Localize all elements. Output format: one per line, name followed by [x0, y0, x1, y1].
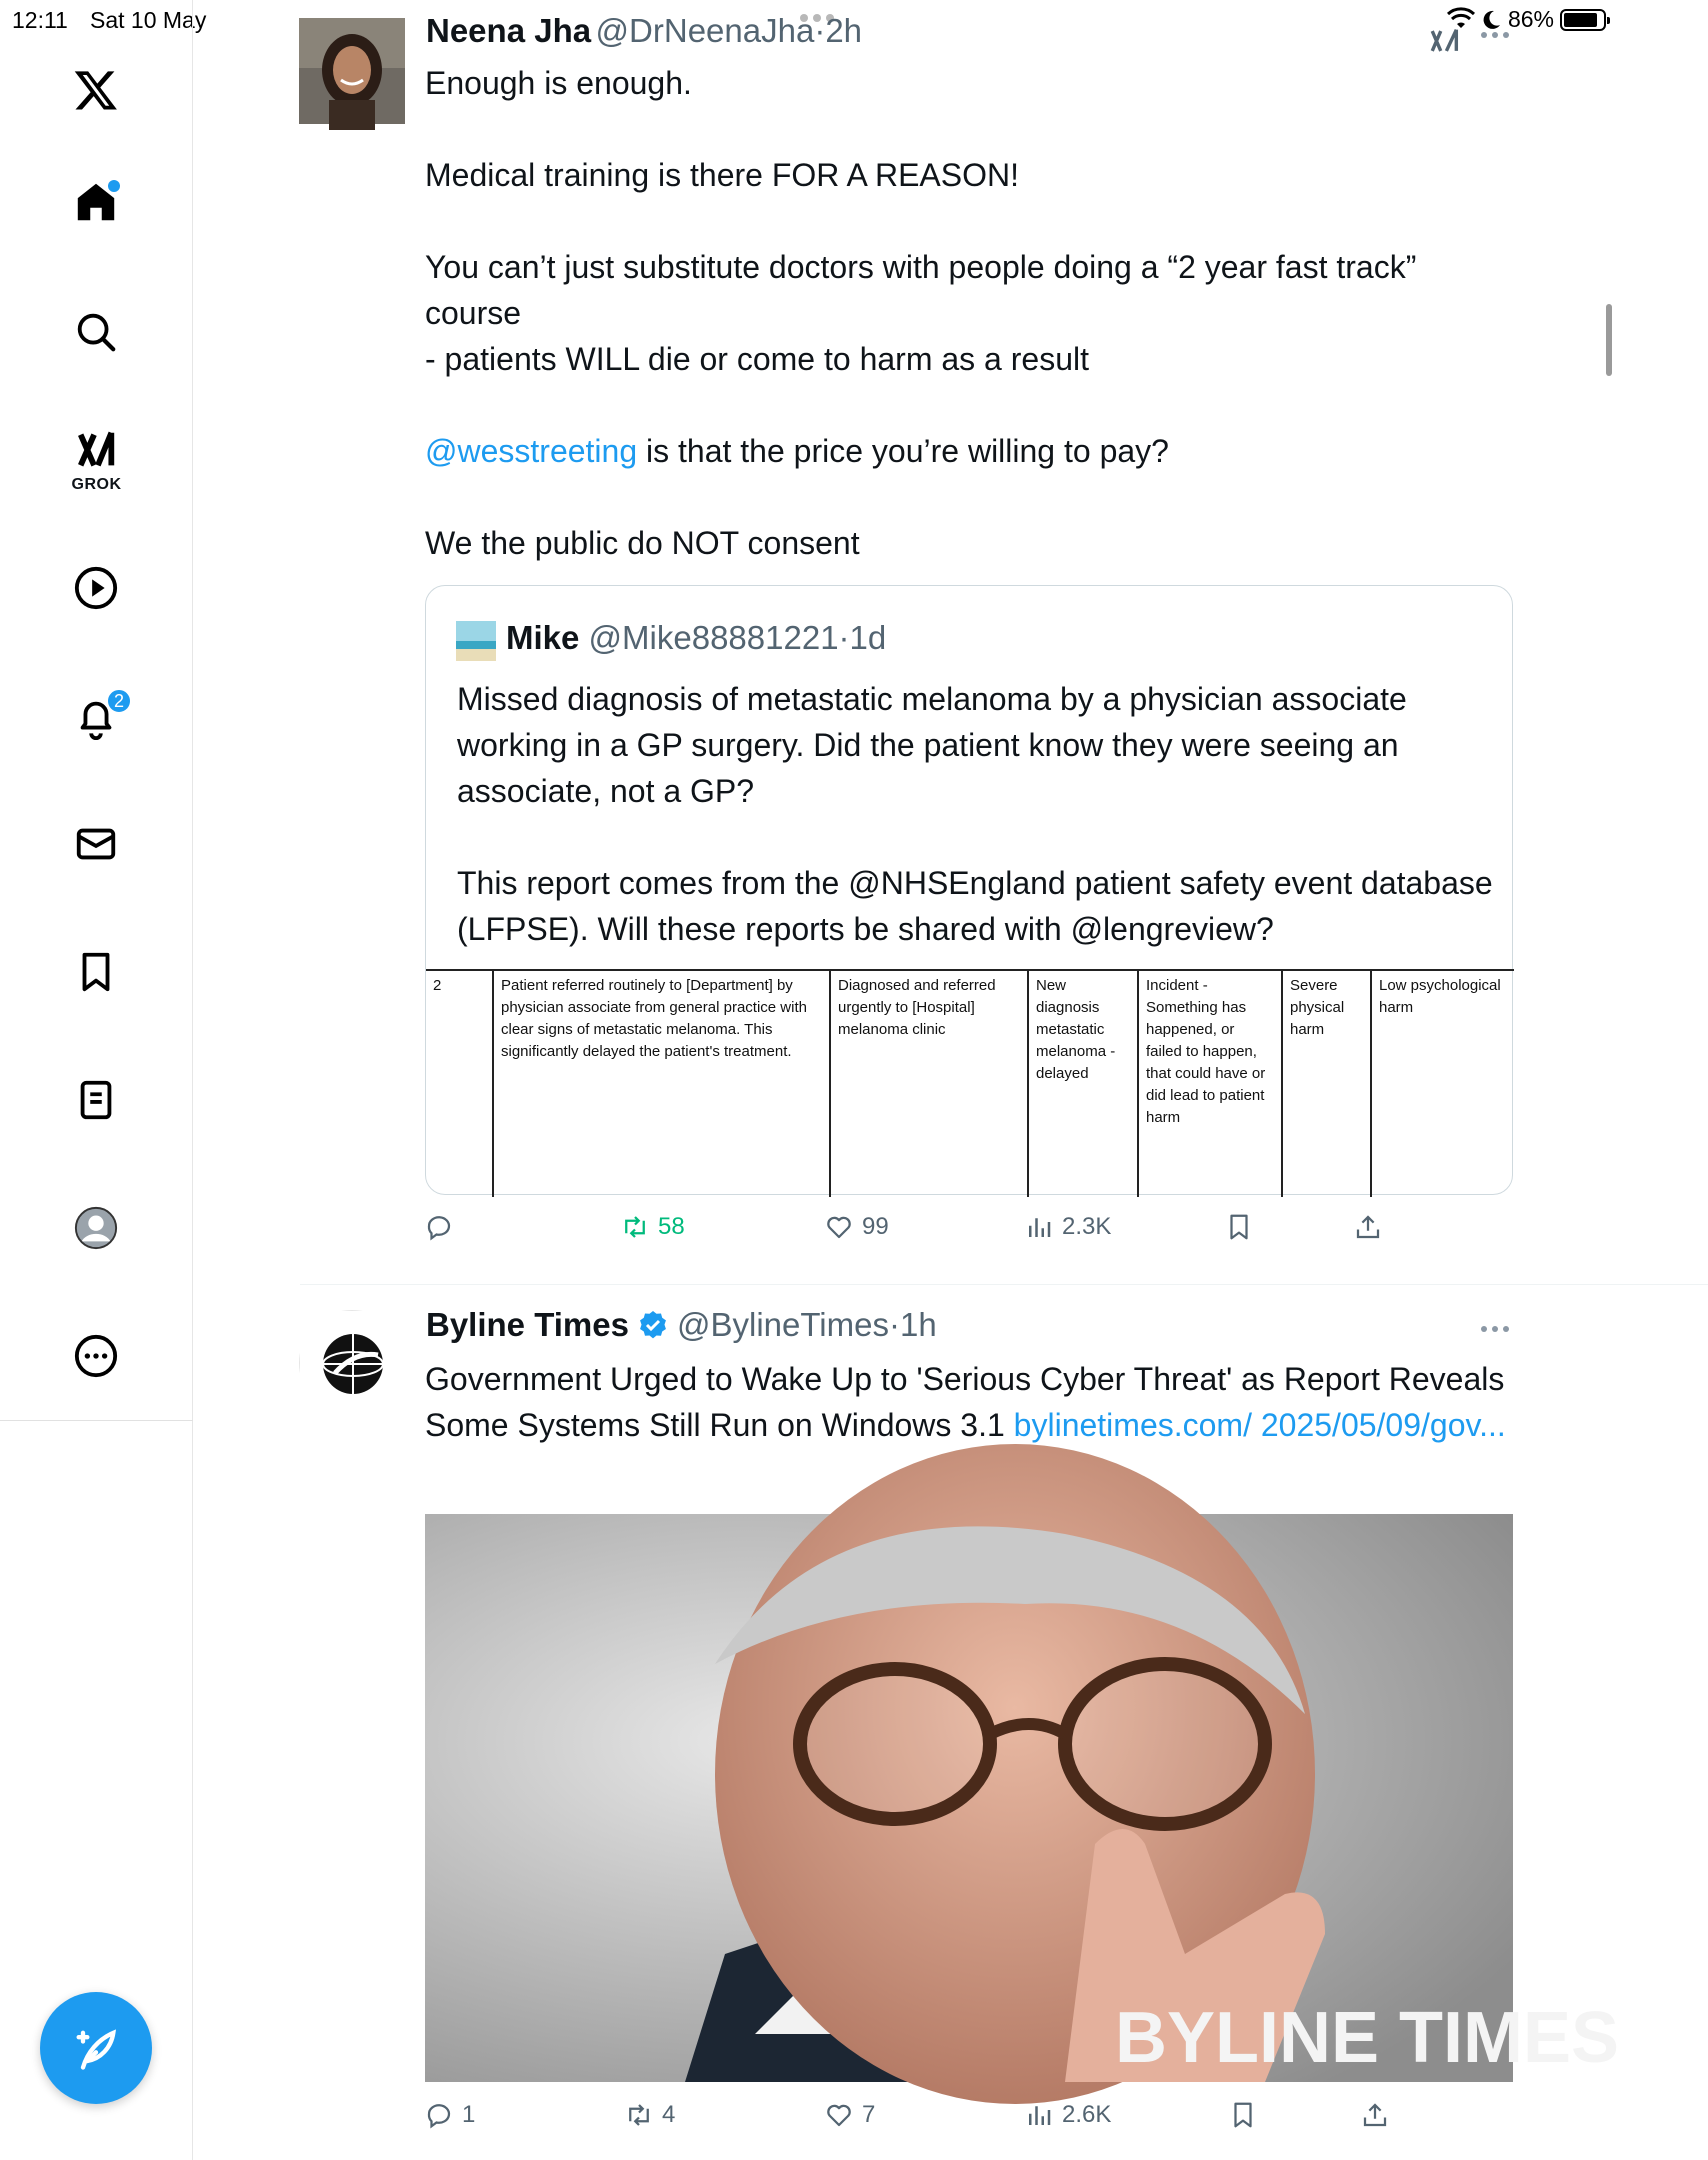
author-handle[interactable]: @DrNeenaJha — [595, 12, 815, 49]
quoted-paragraph: Missed diagnosis of metastatic melanoma by a physician associate working in a GP surgery. Did the patient know they were seeing an associate, not a GP? — [457, 681, 1407, 809]
quoted-author-avatar[interactable] — [456, 621, 496, 661]
tweet-line: Enough is enough. — [425, 65, 692, 101]
tweet-line: We the public do NOT consent — [425, 525, 860, 561]
share-button[interactable] — [1360, 2100, 1390, 2130]
tweet-line: - patients WILL die or come to harm as a result — [425, 341, 1089, 377]
tweet-line: Medical training is there FOR A REASON! — [425, 157, 1019, 193]
report-cell: Patient referred routinely to [Department] by physician associate from general practice with clear signs of metastatic melanoma. This significantly delayed the patient's treatment. — [492, 971, 829, 1197]
tweet-body — [425, 60, 1505, 566]
heart-icon — [824, 1212, 854, 1242]
repost-count: 58 — [658, 1213, 685, 1240]
home-unread-dot — [108, 180, 120, 192]
grok-icon[interactable] — [66, 420, 126, 480]
share-icon — [1353, 1212, 1383, 1242]
separator-dot: · — [888, 1306, 900, 1343]
tweet-author-avatar[interactable] — [299, 1310, 405, 1416]
reply-icon — [424, 2100, 454, 2130]
compose-feather-icon — [70, 2022, 122, 2074]
grok-tweet-icon[interactable] — [1428, 28, 1462, 54]
report-cell: 2 — [433, 977, 442, 994]
author-name[interactable]: Byline Times — [426, 1306, 629, 1343]
views-chart-icon — [1024, 1212, 1054, 1242]
view-count: 2.3K — [1062, 1213, 1112, 1240]
tweet-line-rest: is that the price you’re willing to pay? — [637, 433, 1169, 469]
repost-button[interactable] — [620, 1212, 685, 1242]
quoted-author-name[interactable]: Mike — [506, 619, 580, 656]
reply-button[interactable] — [424, 2100, 475, 2130]
post-time[interactable]: 1h — [899, 1306, 937, 1343]
mention-link[interactable]: @wesstreeting — [425, 433, 638, 469]
compose-post-button[interactable] — [40, 1992, 152, 2104]
tweet-header — [426, 1306, 937, 1344]
profile-avatar-icon[interactable] — [66, 1198, 126, 1258]
quoted-paragraph: This report comes from the @NHSEngland patient safety event database (LFPSE). Will these reports be shared with @lengreview? — [457, 865, 1493, 947]
tweet-actions — [424, 2100, 1424, 2144]
report-cell: Severe physical harm — [1281, 971, 1370, 1197]
sidebar-divider — [0, 1420, 193, 1421]
status-time: 12:11 — [12, 7, 68, 33]
separator-dot: · — [814, 12, 826, 49]
share-button[interactable] — [1353, 1212, 1383, 1242]
tweet-line: You can’t just substitute doctors with people doing a “2 year fast track” course — [425, 249, 1417, 331]
heart-icon — [824, 2100, 854, 2130]
separator-dot: · — [838, 619, 850, 656]
tweet-body — [425, 1356, 1515, 1448]
like-count: 7 — [862, 2101, 876, 2128]
quoted-author-handle[interactable]: @Mike88881221 — [588, 619, 839, 656]
bookmark-button[interactable] — [1224, 1212, 1254, 1242]
messages-envelope-icon[interactable] — [66, 814, 126, 874]
tweet-more-icon[interactable] — [1481, 1326, 1509, 1332]
tweet-author-avatar[interactable] — [299, 18, 405, 124]
like-button[interactable] — [824, 1212, 889, 1242]
like-count: 99 — [862, 1213, 889, 1240]
repost-button[interactable] — [624, 2100, 675, 2130]
timeline[interactable] — [194, 0, 1620, 2160]
scrollbar[interactable] — [1606, 304, 1612, 376]
article-image[interactable] — [425, 1514, 1620, 2082]
verified-badge-icon — [637, 1309, 669, 1341]
reply-icon — [424, 1212, 454, 1242]
tweet-text: Government Urged to Wake Up to 'Serious Cyber Threat' as Report Reveals Some Systems Still Run on Windows 3.1 — [425, 1361, 1505, 1443]
x-logo-icon[interactable] — [66, 60, 126, 120]
notifications-badge: 2 — [106, 688, 132, 714]
image-watermark: BYLINE TIMES — [1115, 1998, 1620, 2078]
report-table-image[interactable] — [426, 969, 1514, 1195]
repost-icon — [620, 1212, 650, 1242]
more-options-icon[interactable] — [66, 1326, 126, 1386]
report-cell: New diagnosis metastatic melanoma - delayed — [1027, 971, 1137, 1197]
battery-percent: 86% — [1507, 6, 1554, 32]
views-button[interactable] — [1024, 2100, 1111, 2130]
report-cell: Incident - Something has happened, or failed to happen, that could have or did lead to patient harm — [1137, 971, 1281, 1197]
repost-count: 4 — [662, 2101, 676, 2128]
quoted-body — [457, 676, 1497, 952]
report-cell: Diagnosed and referred urgently to [Hospital] melanoma clinic — [829, 971, 1027, 1197]
post-time[interactable]: 2h — [825, 12, 863, 49]
bookmarks-icon[interactable] — [66, 942, 126, 1002]
tweet-more-icon[interactable] — [1481, 32, 1509, 38]
grok-label: GROK — [71, 476, 122, 493]
author-handle[interactable]: @BylineTimes — [676, 1306, 889, 1343]
lists-icon[interactable] — [66, 1070, 126, 1130]
tweet-line — [425, 428, 1505, 474]
tweet-separator — [300, 1284, 1708, 1285]
sidebar — [0, 0, 193, 2160]
like-button[interactable] — [824, 2100, 875, 2130]
tweet-header — [426, 12, 862, 50]
search-icon[interactable] — [66, 302, 126, 362]
status-date: Sat 10 May — [90, 7, 207, 33]
reply-count: 1 — [462, 2101, 476, 2128]
views-chart-icon — [1024, 2100, 1054, 2130]
repost-icon — [624, 2100, 654, 2130]
views-button[interactable] — [1024, 1212, 1111, 1242]
notifications-bell-icon[interactable] — [66, 688, 126, 748]
bookmark-button[interactable] — [1228, 2100, 1258, 2130]
share-icon — [1360, 2100, 1390, 2130]
quoted-tweet-card[interactable] — [425, 585, 1513, 1195]
quoted-post-time: 1d — [849, 619, 887, 656]
report-cell: Low psychological harm — [1370, 971, 1514, 1197]
video-icon[interactable] — [66, 558, 126, 618]
tweet-actions — [424, 1212, 1424, 1256]
view-count: 2.6K — [1062, 2101, 1112, 2128]
article-link[interactable]: bylinetimes.com/ 2025/05/09/gov... — [1013, 1407, 1506, 1443]
home-icon[interactable] — [66, 172, 126, 232]
bookmark-icon — [1224, 1212, 1254, 1242]
bookmark-icon — [1228, 2100, 1258, 2130]
reply-button[interactable] — [424, 1212, 462, 1242]
author-name[interactable]: Neena Jha — [426, 12, 592, 49]
quoted-header — [506, 619, 886, 657]
